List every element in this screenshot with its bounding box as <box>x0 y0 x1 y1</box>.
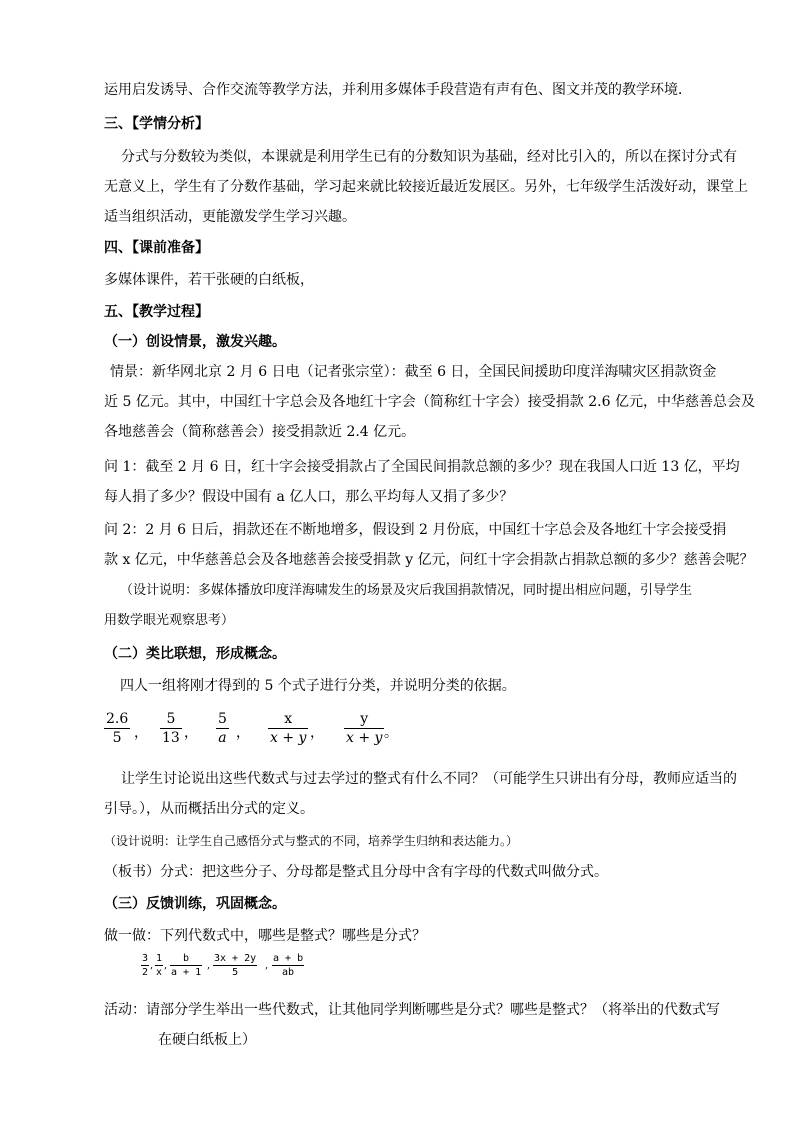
numerator: y <box>360 711 369 727</box>
numerator: 1 <box>156 953 163 964</box>
numerator: b <box>183 953 190 964</box>
paragraph-methods: 运用启发诱导、合作交流等教学方法，并利用多媒体手段营造有声有色、图文并茂的教学环境． <box>104 82 692 98</box>
paragraph-discussion-line1: 让学生讨论说出这些代数式与过去学过的整式有什么不同？（可能学生只讲出有分母，教师应适当的 <box>121 771 737 787</box>
design-note-2: （设计说明：让学生自己感悟分式与整式的不同，培养学生归纳和表达能力。） <box>104 834 519 848</box>
denominator: a + 1 <box>171 967 202 978</box>
fraction-5-over-13 <box>160 710 182 747</box>
comma: , <box>207 960 211 971</box>
exercise-prompt: 做一做：下列代数式中，哪些是整式？哪些是分式？ <box>104 928 426 944</box>
heading-preparation: 四、【课前准备】 <box>104 240 209 256</box>
question-1-line1: 问 1：截至 2 月 6 日，红十字会接受捐款占了全国民间捐款总额的多少？现在我国人口近 13 亿，平均 <box>104 459 740 475</box>
comma: ， <box>134 725 148 741</box>
expr-1-over-x <box>155 952 163 979</box>
denominator: 2 <box>142 967 149 978</box>
section-1-title: （一）创设情景，激发兴趣。 <box>104 334 286 350</box>
paragraph-analysis-line3: 适当组织活动，更能激发学生学习兴趣。 <box>104 209 356 225</box>
comma: ， <box>310 725 324 741</box>
scenario-line1: 情景：新华网北京 2 月 6 日电（记者张宗堂）：截至 6 日，全国民间援助印度洋海啸灾区捐款资金 <box>110 364 717 380</box>
design-note-1-line2: 用数学眼光观察思考） <box>104 613 235 628</box>
board-definition: （板书）分式：把这些分子、分母都是整式且分母中含有字母的代数式叫做分式。 <box>104 864 608 880</box>
comma: , <box>164 960 168 971</box>
design-note-1-line1: （设计说明：多媒体播放印度洋海啸发生的场景及灾后我国捐款情况，同时提出相应问题，引导学生 <box>120 583 693 598</box>
fraction-2-6-over-5 <box>104 710 130 747</box>
fraction-x-over-x-plus-y <box>268 710 308 747</box>
numerator: a + b <box>273 953 304 964</box>
comma: ， <box>236 725 250 741</box>
expr-3x-plus-2y-over-5 <box>213 952 257 979</box>
numerator: 3 <box>142 953 149 964</box>
paragraph-analysis-line1: 分式与分数较为类似，本课就是利用学生已有的分数知识为基础，经对比引入的，所以在探讨分式有 <box>121 149 737 165</box>
scenario-line3: 各地慈善会（简称慈善会）接受捐款近 2.4 亿元。 <box>104 424 416 440</box>
numerator: 5 <box>166 711 176 727</box>
denominator: x + y <box>270 730 307 746</box>
numerator: 2.6 <box>106 711 129 727</box>
comma: ， <box>184 725 198 741</box>
comma: , <box>265 960 269 971</box>
section-3-title: （三）反馈训练，巩固概念。 <box>104 896 286 912</box>
question-1-line2: 每人捐了多少？假设中国有 a 亿人口，那么平均每人又捐了多少？ <box>104 489 514 505</box>
denominator: a <box>218 730 227 746</box>
numerator: x <box>284 711 293 727</box>
denominator: 13 <box>162 730 180 746</box>
numerator: 5 <box>218 711 227 727</box>
paragraph-analysis-line2: 无意义上，学生有了分数作基础，学习起来就比较接近最近发展区。另外，七年级学生活泼好动，课堂上 <box>104 179 748 195</box>
comma: , <box>150 960 154 971</box>
expr-b-over-a-plus-1 <box>170 952 202 979</box>
denominator: 5 <box>232 967 239 978</box>
heading-teaching-process: 五、【教学过程】 <box>104 304 209 320</box>
paragraph-discussion-line2: 引导。），从而概括出分式的定义。 <box>104 801 314 817</box>
denominator: x + y <box>346 730 383 746</box>
scenario-line2: 近 5 亿元。其中，中国红十字总会及各地红十字会（简称红十字会）接受捐款 2.6 亿元，中华慈善总会及 <box>104 394 755 410</box>
question-2-line1: 问 2：2 月 6 日后，捐款还在不断地增多，假设到 2 月份底，中国红十字总会及各地红十字会接受捐 <box>104 522 727 538</box>
fraction-5-over-a <box>216 710 229 747</box>
fraction-y-over-x-plus-y <box>344 710 384 747</box>
numerator: 3x + 2y <box>214 953 257 964</box>
activity-line2: 在硬白纸板上） <box>158 1032 256 1048</box>
paragraph-classify: 四人一组将刚才得到的 5 个式子进行分类，并说明分类的依据。 <box>120 678 516 694</box>
expr-a-plus-b-over-ab <box>272 952 304 979</box>
section-2-title: （二）类比联想，形成概念。 <box>104 646 286 662</box>
heading-learner-analysis: 三、【学情分析】 <box>104 116 209 132</box>
denominator: ab <box>282 967 295 978</box>
question-2-line2: 款 x 亿元，中华慈善总会及各地慈善会接受捐款 y 亿元，问红十字会捐款占捐款总额的多少？慈善会呢？ <box>104 552 754 568</box>
activity-line1: 活动：请部分学生举出一些代数式，让其他同学判断哪些是分式？哪些是整式？（将举出的代数式写 <box>104 1002 720 1018</box>
expr-3-over-2 <box>141 952 149 979</box>
paragraph-preparation: 多媒体课件，若干张硬的白纸板， <box>104 272 314 288</box>
denominator: x <box>156 967 163 978</box>
period: 。 <box>384 725 398 741</box>
denominator: 5 <box>112 730 122 746</box>
